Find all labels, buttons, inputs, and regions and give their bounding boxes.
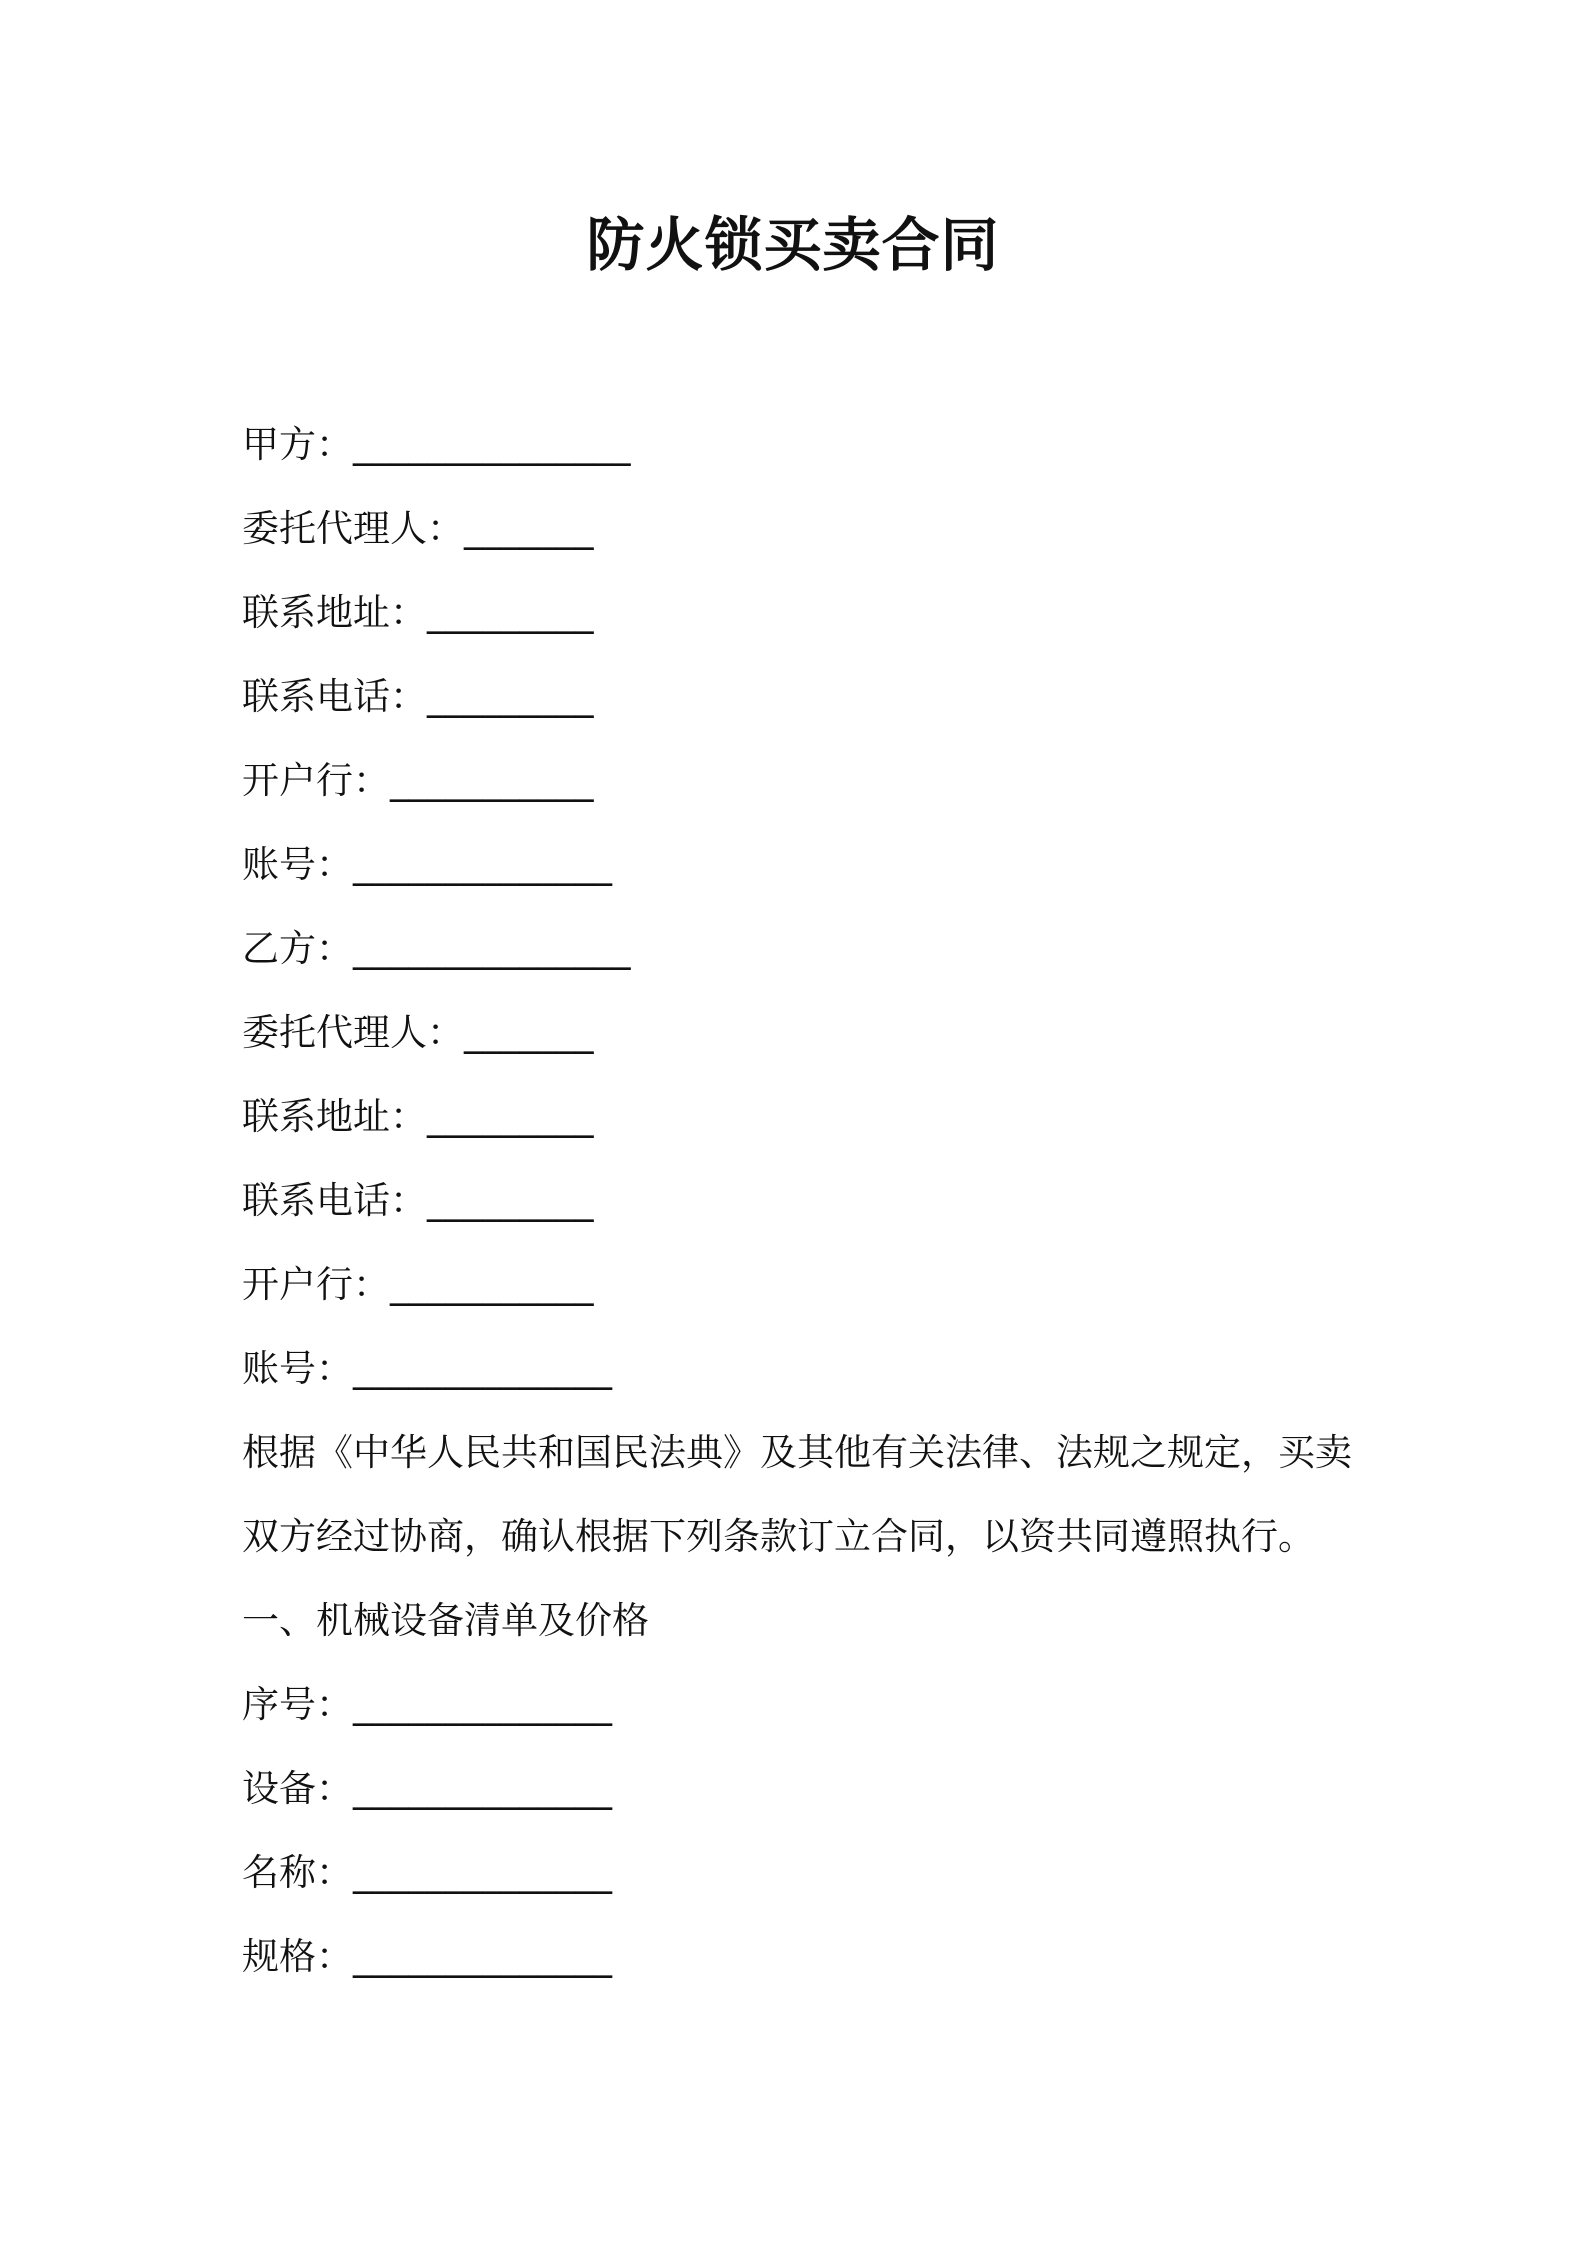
equipment-line: 设备：______________	[242, 1767, 612, 1810]
party-b-bank-line: 开户行：___________	[242, 1263, 594, 1306]
party-b-account-line: 账号：______________	[242, 1347, 612, 1390]
section-heading: 一、机械设备清单及价格	[242, 1599, 649, 1642]
party-b-address-line: 联系地址：_________	[242, 1095, 594, 1138]
party-b-block	[242, 907, 1362, 1411]
party-a-address-line: 联系地址：_________	[242, 591, 594, 634]
section-equipment-list	[242, 1579, 1362, 1999]
party-b-name-line: 乙方：_______________	[242, 927, 631, 970]
party-a-name-line: 甲方：_______________	[242, 423, 631, 466]
party-a-phone-line: 联系电话：_________	[242, 675, 594, 718]
document-title: 防火锁买卖合同	[586, 211, 1000, 279]
party-a-block	[242, 403, 1362, 907]
party-b-agent-line: 委托代理人：_______	[242, 1011, 594, 1054]
party-a-agent-line: 委托代理人：_______	[242, 507, 594, 550]
intro-paragraph: 根据《中华人民共和国民法典》及其他有关法律、法规之规定，买卖双方经过协商，确认根据下列条款订立合同，以资共同遵照执行。	[242, 1431, 1352, 1558]
party-a-bank-line: 开户行：___________	[242, 759, 594, 802]
party-b-phone-line: 联系电话：_________	[242, 1179, 594, 1222]
document-body	[242, 403, 1362, 1999]
party-a-account-line: 账号：______________	[242, 843, 612, 886]
item-name-line: 名称：______________	[242, 1851, 612, 1894]
serial-number-line: 序号：______________	[242, 1683, 612, 1726]
specification-line: 规格：______________	[242, 1935, 612, 1978]
